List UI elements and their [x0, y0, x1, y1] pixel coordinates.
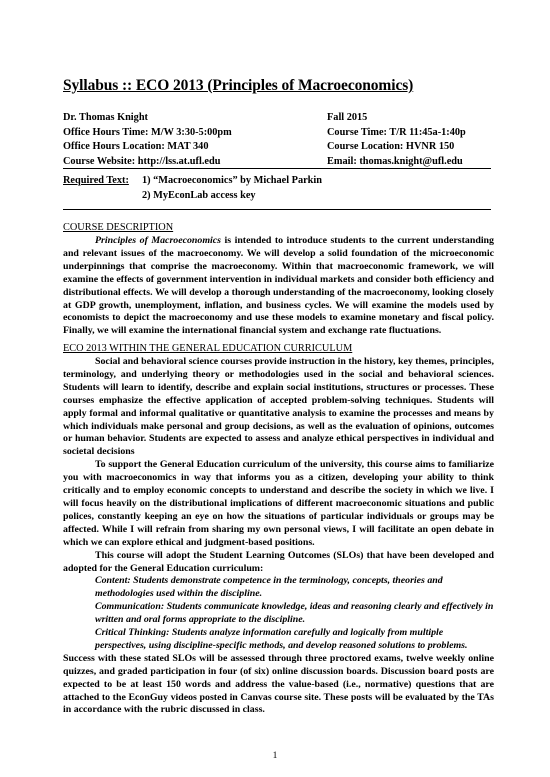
course-time: Course Time: T/R 11:45a-1:40p: [327, 126, 466, 138]
slo-text: Students analyze information carefully and logically from multiple perspectives, using discipline-specific methods, and develop reasoned solutions to problems.: [95, 627, 468, 651]
slo-text: Students demonstrate competence in the terminology, concepts, theories and methodologies used within the discipline.: [95, 575, 443, 600]
office-hours-time: Office Hours Time: M/W 3:30-5:00pm: [63, 126, 232, 138]
info-row: [63, 111, 493, 126]
course-name-italic: Principles of Macroeconomics: [95, 235, 222, 246]
slo-item: [95, 627, 494, 653]
course-location: Course Location: HVNR 150: [327, 141, 455, 153]
instructor-name: Dr. Thomas Knight: [63, 112, 148, 123]
section-heading: COURSE DESCRIPTION: [63, 222, 174, 233]
course-website: Course Website: http://lss.at.ufl.edu: [63, 156, 221, 168]
office-hours-location: Office Hours Location: MAT 340: [63, 141, 209, 153]
spacer: [63, 189, 142, 204]
paragraph: Success with these stated SLOs will be assessed through three proctored exams, twelve weekly online quizzes, and graded participation in four (of six) online discussion boards. Discussion board posts are expected to be at least 150 words and address the value-based (i.e., normative) questions that are attached to the EconGuy videos posted in Canvas course site. These posts will be evaluated by the TAs in accordance with the rubric discussed in class.: [63, 652, 494, 716]
slo-heading: Content:: [95, 575, 131, 587]
gen-ed-section: [63, 343, 494, 717]
slo-item: [95, 601, 494, 627]
required-text-block: [63, 174, 322, 203]
course-description-text: [63, 235, 494, 338]
required-text-row: [63, 189, 322, 204]
page-number: 1: [272, 751, 278, 761]
required-text-item: 2) MyEconLab access key: [142, 189, 256, 201]
document-title: Syllabus :: ECO 2013 (Principles of Macroeconomics): [63, 77, 414, 94]
info-row: [63, 126, 493, 141]
slo-text: Students communicate knowledge, ideas and reasoning clearly and effectively in written and oral forms appropriate to the discipline.: [95, 601, 494, 626]
divider: [63, 209, 491, 210]
course-info-block: [63, 111, 493, 170]
required-text-label: Required Text:: [63, 175, 129, 186]
divider: [63, 168, 491, 169]
slo-heading: Communication:: [95, 601, 165, 613]
info-row: [63, 140, 493, 155]
required-text-item: 1) “Macroeconomics” by Michael Parkin: [142, 175, 322, 186]
paragraph: Social and behavioral science courses provide instruction in the history, key themes, principles, terminology, and underlying theory or methodologies used in the social and behavioral sciences. Students will learn to identify, describe and explain social institutions, structures or processes. These courses emphasize the effective application of accepted problem-solving techniques. Students will apply formal and informal qualitative or quantitative analysis to examine the processes and means by which individuals make personal and group decisions, as well as the evaluation of opinions, outcomes or human behavior. Students are expected to assess and analyze ethical perspectives in individual and societal decisions: [63, 356, 494, 458]
required-text-row: [63, 174, 322, 189]
email: Email: thomas.knight@ufl.edu: [327, 156, 463, 168]
course-description-body: is intended to introduce students to the current understanding and relevant issues of the macroeconomy. We will develop a solid foundation of the microeconomic underpinnings that comprise the macroeconomy. Within that macroeconomic framework, we will examine the effects of government intervention in individual markets and consider both efficiency and distributional effects. We will develop a thorough understanding of the macroeconomy, looking closely at GDP growth, unemployment, inflation, and business cycles. We will examine the models used by economists to depict the macroeconomy and use these models to examine monetary and fiscal policy. Finally, we will examine the international financial system and exchange rate fluctuations.: [63, 235, 494, 337]
course-description-section: [63, 222, 494, 338]
section-heading: ECO 2013 WITHIN THE GENERAL EDUCATION CURRICULUM: [63, 343, 353, 354]
paragraph: This course will adopt the Student Learning Outcomes (SLOs) that have been developed and adopted for the General Education curriculum:: [63, 549, 494, 574]
term: Fall 2015: [327, 112, 368, 123]
slo-item: [95, 575, 494, 601]
slo-heading: Critical Thinking:: [95, 627, 170, 639]
paragraph: To support the General Education curriculum of the university, this course aims to familiarize you with macroeconomics in way that informs you as a citizen, developing your ability to think critically and to employ economic concepts to understand and describe the society in which we live. I will focus heavily on the distributional implications of different macroeconomic situations and public polices, constantly keeping an eye on how the situations of particular individuals or groups may be affected. While I will refrain from sharing my own personal views, I will facilitate an open debate in which we can explore ethical and judgment-based positions.: [63, 459, 494, 548]
